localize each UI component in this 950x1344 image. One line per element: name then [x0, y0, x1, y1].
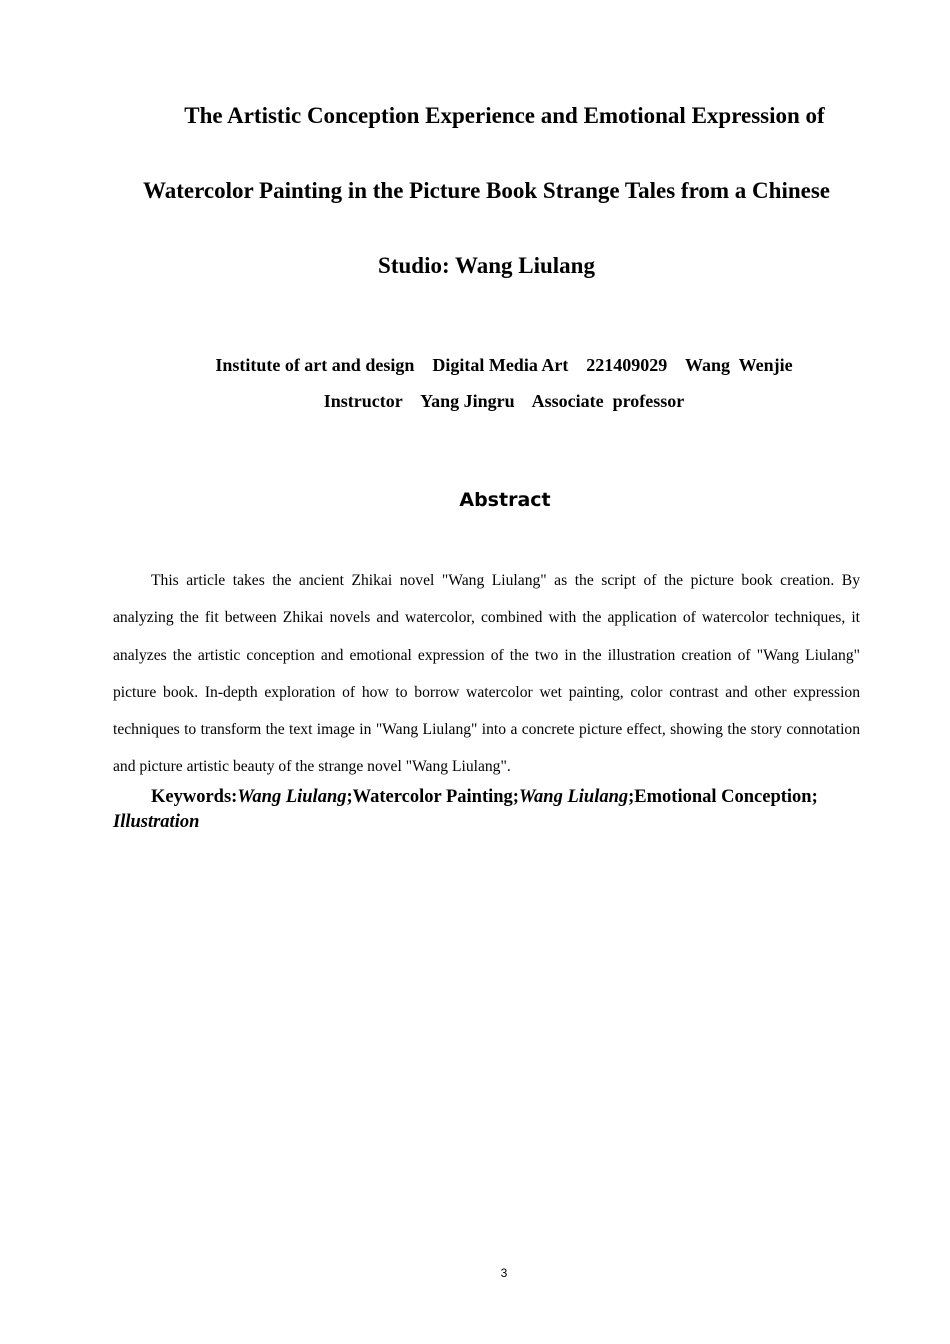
keyword-separator-1: ;Watercolor Painting;	[346, 787, 519, 807]
instructor-info: Instructor Yang Jingru Associate professor	[323, 391, 685, 411]
page-number: 3	[500, 1266, 508, 1280]
abstract-heading: Abstract	[459, 489, 551, 511]
keywords-line	[113, 785, 860, 835]
abstract-body: This article takes the ancient Zhikai novel "Wang Liulang" as the script of the picture book creation. By analyzing the fit between Zhikai novels and watercolor, combined with the application of watercolor techniques, it analyzes the artistic conception and emotional expression of the two in the illustration creation of "Wang Liulang" picture book. In-depth exploration of how to borrow watercolor wet painting, color contrast and other expression techniques to transform the text image in "Wang Liulang" into a concrete picture effect, showing the story connotation and picture artistic beauty of the strange novel "Wang Liulang".	[113, 572, 860, 776]
title-line-2: Watercolor Painting in the Picture Book Strange Tales from a Chinese	[142, 178, 830, 203]
keyword-1: Wang Liulang	[237, 787, 347, 807]
title-line-1: The Artistic Conception Experience and Emotional Expression of	[184, 103, 825, 128]
keyword-separator-2: ;Emotional Conception;	[628, 787, 818, 807]
keywords-label: Keywords:	[151, 787, 238, 807]
title-line-3: Studio: Wang Liulang	[378, 253, 595, 278]
author-info: Institute of art and design Digital Media Art 221409029 Wang Wenjie	[215, 355, 793, 375]
keyword-3: Illustration	[113, 812, 200, 832]
keyword-2: Wang Liulang	[518, 787, 629, 807]
